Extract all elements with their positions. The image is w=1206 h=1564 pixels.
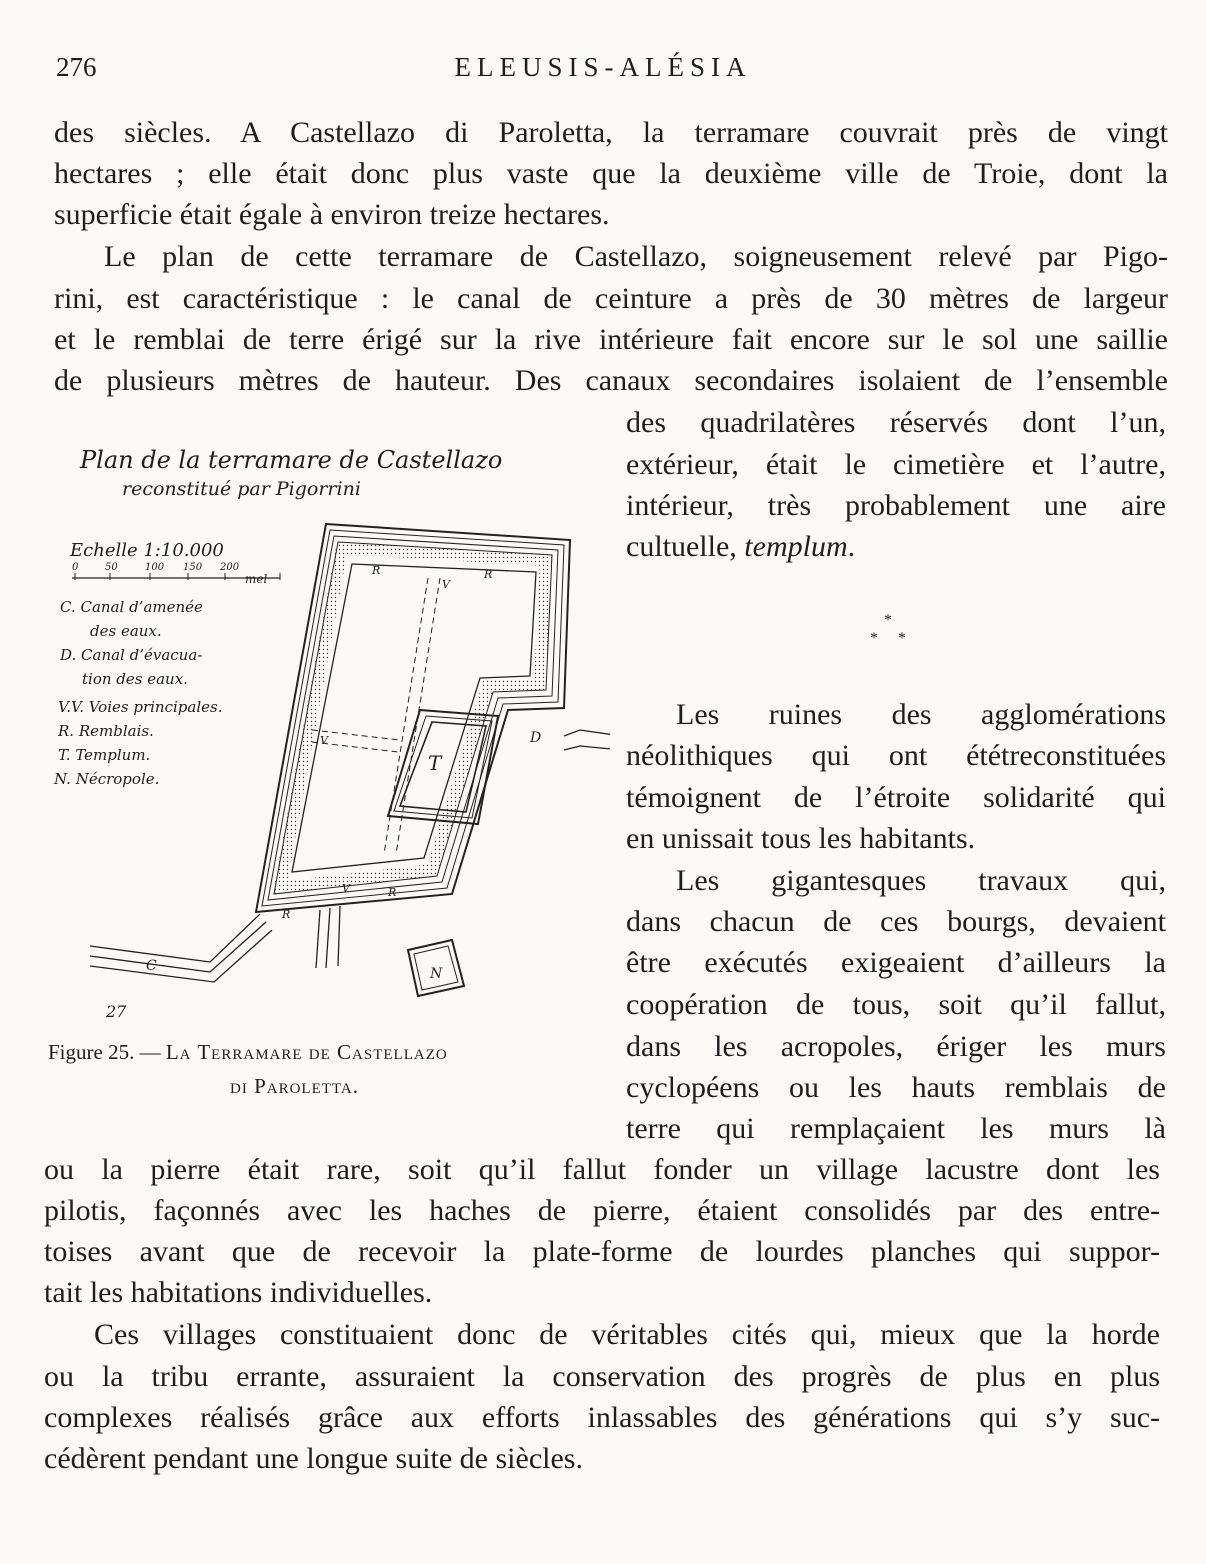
text-line: Le plan de cette terramare de Castellazo, soigneusement relevé par Pigo- xyxy=(104,240,1168,273)
text-line: superficie était égale à environ treize hectares. xyxy=(54,198,610,231)
caption-title: La Terramare de Castellazo xyxy=(165,1040,448,1064)
star-glyph: * xyxy=(870,630,878,647)
text-line: dans les acropoles, ériger les murs xyxy=(626,1030,1166,1063)
remblai-letter: R xyxy=(484,568,493,581)
text-line: extérieur, était le cimetière et l’autre, xyxy=(626,448,1166,481)
legend-item: C. Canal d’amenée xyxy=(60,598,203,616)
text-line: de plusieurs mètres de hauteur. Des canaux secondaires isolaient de l’ensemble xyxy=(54,364,1168,397)
south-channel xyxy=(316,906,340,968)
figure-caption-line2: di Paroletta. xyxy=(230,1074,359,1098)
text-line: intérieur, très probablement une aire xyxy=(626,489,1166,522)
text-line: Les ruines des agglomérations xyxy=(676,698,1166,731)
text-line xyxy=(626,530,1166,564)
plate-number: 27 xyxy=(106,1002,127,1021)
text-line: cédèrent pendant une longue suite de siècles. xyxy=(44,1442,583,1475)
caption-prefix: Figure 25. — xyxy=(48,1040,166,1064)
remblai-letter: R xyxy=(372,564,381,577)
scale-tick: 50 xyxy=(105,562,118,573)
terramare-plan-drawing xyxy=(50,440,610,1020)
voie-letter: V xyxy=(320,734,328,747)
text-fragment: cultuelle, xyxy=(626,530,745,563)
scale-unit: mel xyxy=(245,572,268,586)
scale-label: Echelle 1:10.000 xyxy=(70,540,224,561)
figure-terramare-plan xyxy=(50,440,610,1020)
text-line: Les gigantesques travaux qui, xyxy=(676,864,1166,897)
page-number: 276 xyxy=(56,52,97,82)
scale-tick: 100 xyxy=(145,562,165,573)
text-line: ou la pierre était rare, soit qu’il fallut fonder un village lacustre dont les xyxy=(44,1153,1160,1186)
text-line: rini, est caractéristique : le canal de ceinture a près de 30 mètres de largeur xyxy=(54,282,1168,315)
legend-item: R. Remblais. xyxy=(58,722,154,740)
remblai-letter: R xyxy=(282,908,291,921)
text-line: cyclopéens ou les hauts remblais de xyxy=(626,1071,1166,1104)
text-line: tait les habitations individuelles. xyxy=(44,1276,433,1309)
text-line: hectares ; elle était donc plus vaste que la deuxième ville de Troie, dont la xyxy=(54,157,1168,190)
canal-c xyxy=(90,914,272,982)
text-line: pilotis, façonnés avec les haches de pierre, étaient consolidés par des entre- xyxy=(44,1194,1160,1227)
remblai-letter: R xyxy=(388,886,397,899)
figure-caption xyxy=(48,1040,448,1065)
legend-item: V.V. Voies principales. xyxy=(58,698,223,716)
text-line: ou la tribu errante, assuraient la conservation des progrès de plus en plus xyxy=(44,1360,1160,1393)
text-line: en unissait tous les habitants. xyxy=(626,822,976,855)
text-line: dans chacun de ces bourgs, devaient xyxy=(626,905,1166,938)
figure-subtitle: reconstitué par Pigorrini xyxy=(122,478,361,500)
star-glyph: * xyxy=(898,630,906,647)
text-line: néolithiques qui ont ététreconstituées xyxy=(626,739,1166,772)
text-line: être exécutés exigeaient d’ailleurs la xyxy=(626,946,1166,979)
text-line: coopération de tous, soit qu’il fallut, xyxy=(626,988,1166,1021)
voie-letter: V xyxy=(342,882,350,895)
legend-item: tion des eaux. xyxy=(82,670,188,688)
text-line: complexes réalisés grâce aux efforts inlassables des générations qui s’y suc- xyxy=(44,1401,1160,1434)
text-line: terre qui remplaçaient les murs là xyxy=(626,1112,1166,1145)
text-line: des quadrilatères réservés dont l’un, xyxy=(626,406,1166,439)
scale-tick: 200 xyxy=(220,562,240,573)
canal-c-letter: C xyxy=(146,958,157,974)
text-line: toises avant que de recevoir la plate-forme de lourdes planches qui suppor- xyxy=(44,1235,1160,1268)
text-line: témoignent de l’étroite solidarité qui xyxy=(626,781,1166,814)
section-separator xyxy=(860,612,920,652)
legend-item: D. Canal d’évacua- xyxy=(60,646,203,664)
star-glyph: * xyxy=(884,612,892,629)
templum-letter: T xyxy=(428,751,442,775)
voie-letter: V xyxy=(442,578,450,591)
running-head: ELEUSIS-ALÉSIA xyxy=(454,52,752,82)
text-line: des siècles. A Castellazo di Paroletta, la terramare couvrait près de vingt xyxy=(54,116,1168,149)
scale-tick: 150 xyxy=(183,562,203,573)
text-line: Ces villages constituaient donc de véritables cités qui, mieux que la horde xyxy=(94,1318,1160,1351)
text-line: et le remblai de terre érigé sur la rive intérieure fait encore sur le sol une saillie xyxy=(54,323,1168,356)
scale-tick: 0 xyxy=(72,562,79,573)
figure-title: Plan de la terramare de Castellazo xyxy=(80,446,503,474)
legend-item: N. Nécropole. xyxy=(54,770,160,788)
necropolis-letter: N xyxy=(430,966,443,982)
legend-item: des eaux. xyxy=(90,622,162,640)
legend-item: T. Templum. xyxy=(58,746,151,764)
text-fragment: . xyxy=(847,530,856,563)
templum-italic: templum xyxy=(744,530,848,563)
canal-d-letter: D xyxy=(530,730,542,746)
canal-d xyxy=(564,730,610,750)
